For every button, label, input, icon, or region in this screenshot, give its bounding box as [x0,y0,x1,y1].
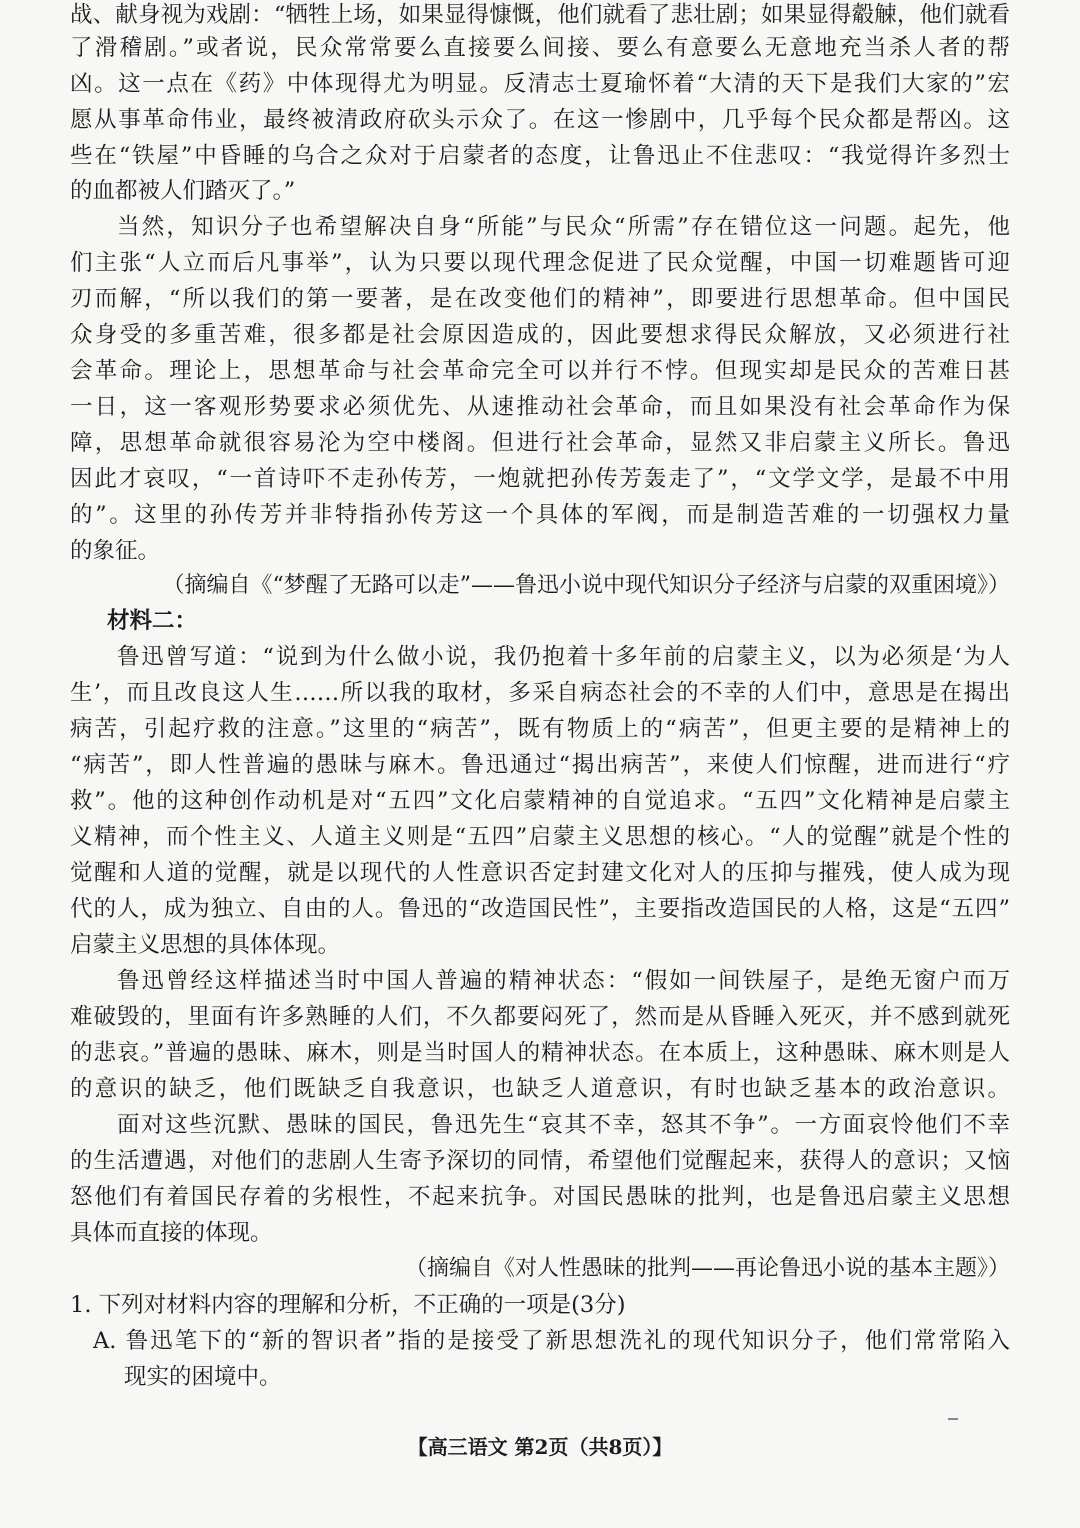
text-line: 难破毁的，里面有许多熟睡的人们，不久都要闷死了，然而是从昏睡入死灭，并不感到就死 [70,1004,1010,1030]
text-line: 代的人，成为独立、自由的人。鲁迅的“改造国民性”，主要指改造国民的人格，这是“五四” [70,896,1010,922]
text-line: 会革命。理论上，思想革命与社会革命完全可以并行不悖。但现实却是民众的苦难日甚 [70,358,1010,384]
source-citation: （摘编自《“梦醒了无路可以走”——鲁迅小说中现代知识分子经济与启蒙的双重困境》） [162,573,1010,598]
text-line: 们主张“人立而后凡事举”，认为只要以现代理念促进了民众觉醒，中国一切难题皆可迎 [70,250,1010,276]
page-footer: 【高三语文 第2页（共8页）】 [407,1435,673,1459]
text-line: 的象征。 [70,538,161,564]
text-line: 病苦，引起疗救的注意。”这里的“病苦”，既有物质上的“病苦”，但更主要的是精神上的 [70,716,1010,742]
text-line: 的悲哀。”普遍的愚昧、麻木，则是当时国人的精神状态。在本质上，这种愚昧、麻木则是人 [70,1040,1010,1066]
text-line: 鲁迅曾经这样描述当时中国人普遍的精神状态：“假如一间铁屋子，是绝无窗户而万 [117,968,1010,994]
source-citation: （摘编自《对人性愚昧的批判——再论鲁迅小说的基本主题》） [404,1256,1010,1281]
text-line: 觉醒和人道的觉醒，就是以现代的人性意识否定封建文化对人的压抑与摧残，使人成为现 [70,860,1010,886]
text-line: 障，思想革命就很容易沦为空中楼阁。但进行社会革命，显然又非启蒙主义所长。鲁迅 [70,430,1010,456]
text-line: 怒他们有着国民存着的劣根性，不起来抗争。对国民愚昧的批判，也是鲁迅启蒙主义思想 [70,1184,1010,1210]
text-line: 些在“铁屋”中昏睡的乌合之众对于启蒙者的态度，让鲁迅止不住悲叹：“我觉得许多烈士 [70,143,1010,169]
text-line: 义精神，而个性主义、人道主义则是“五四”启蒙主义思想的核心。“人的觉醒”就是个性的 [70,824,1010,850]
text-line: 众身受的多重苦难，很多都是社会原因造成的，因此要想求得民众解放，又必须进行社 [70,322,1010,348]
text-line: 救”。他的这种创作动机是对“五四”文化启蒙精神的自觉追求。“五四”文化精神是启蒙主 [70,788,1010,814]
scan-mark [948,1418,958,1420]
text-line: 了滑稽剧。”或者说，民众常常要么直接要么间接、要么有意要么无意地充当杀人者的帮 [70,35,1010,61]
text-line: 因此才哀叹，“一首诗吓不走孙传芳，一炮就把孙传芳轰走了”，“文学文学，是最不中用 [70,466,1010,492]
text-line: 的血都被人们踏灭了。” [70,178,296,204]
text-line: 愿从事革命伟业，最终被清政府砍头示众了。在这一惨剧中，几乎每个民众都是帮凶。这 [70,107,1010,133]
text-line: 的”。这里的孙传芳并非特指孙传芳这一个具体的军阀，而是制造苦难的一切强权力量 [70,502,1010,528]
text-line: 凶。这一点在《药》中体现得尤为明显。反清志士夏瑜怀着“大清的天下是我们大家的”宏 [70,71,1010,97]
text-line: 当然，知识分子也希望解决自身“所能”与民众“所需”存在错位这一问题。起先，他 [117,214,1010,240]
text-line: 的意识的缺乏，他们既缺乏自我意识，也缺乏人道意识，有时也缺乏基本的政治意识。 [70,1076,1010,1102]
text-line: “病苦”，即人性普遍的愚昧与麻木。鲁迅通过“揭出病苦”，来使人们惊醒，进而进行“疗 [70,752,1010,778]
text-line: 生’，而且改良这人生……所以我的取材，多采自病态社会的不幸的人们中，意思是在揭出 [70,680,1010,706]
text-line: 鲁迅曾写道：“说到为什么做小说，我仍抱着十多年前的启蒙主义，以为必须是‘为人 [117,644,1010,670]
text-line: 一日，这一客观形势要求必须优先、从速推动社会革命，而且如果没有社会革命作为保 [70,394,1010,420]
text-line: 启蒙主义思想的具体体现。 [70,932,341,958]
text-line: 的生活遭遇，对他们的悲剧人生寄予深切的同情，希望他们觉醒起来，获得人的意识；又恼 [70,1148,1010,1174]
text-line: 具体而直接的体现。 [70,1220,273,1246]
text-line: 面对这些沉默、愚昧的国民，鲁迅先生“哀其不幸，怒其不争”。一方面哀怜他们不幸 [117,1112,1010,1138]
option-a-continued: 现实的困境中。 [124,1364,282,1390]
question-stem: 1. 下列对材料内容的理解和分析，不正确的一项是(3分) [70,1292,626,1318]
text-line: 战、献身视为戏剧：“牺牲上场，如果显得慷慨，他们就看了悲壮剧；如果显得觳觫，他们就看 [70,2,1010,28]
option-a: A. 鲁迅笔下的“新的智识者”指的是接受了新思想洗礼的现代知识分子，他们常常陷入 [93,1328,1010,1354]
text-line: 刃而解，“所以我们的第一要著，是在改变他们的精神”，即要进行思想革命。但中国民 [70,286,1010,312]
section-label: 材料二： [107,608,198,634]
